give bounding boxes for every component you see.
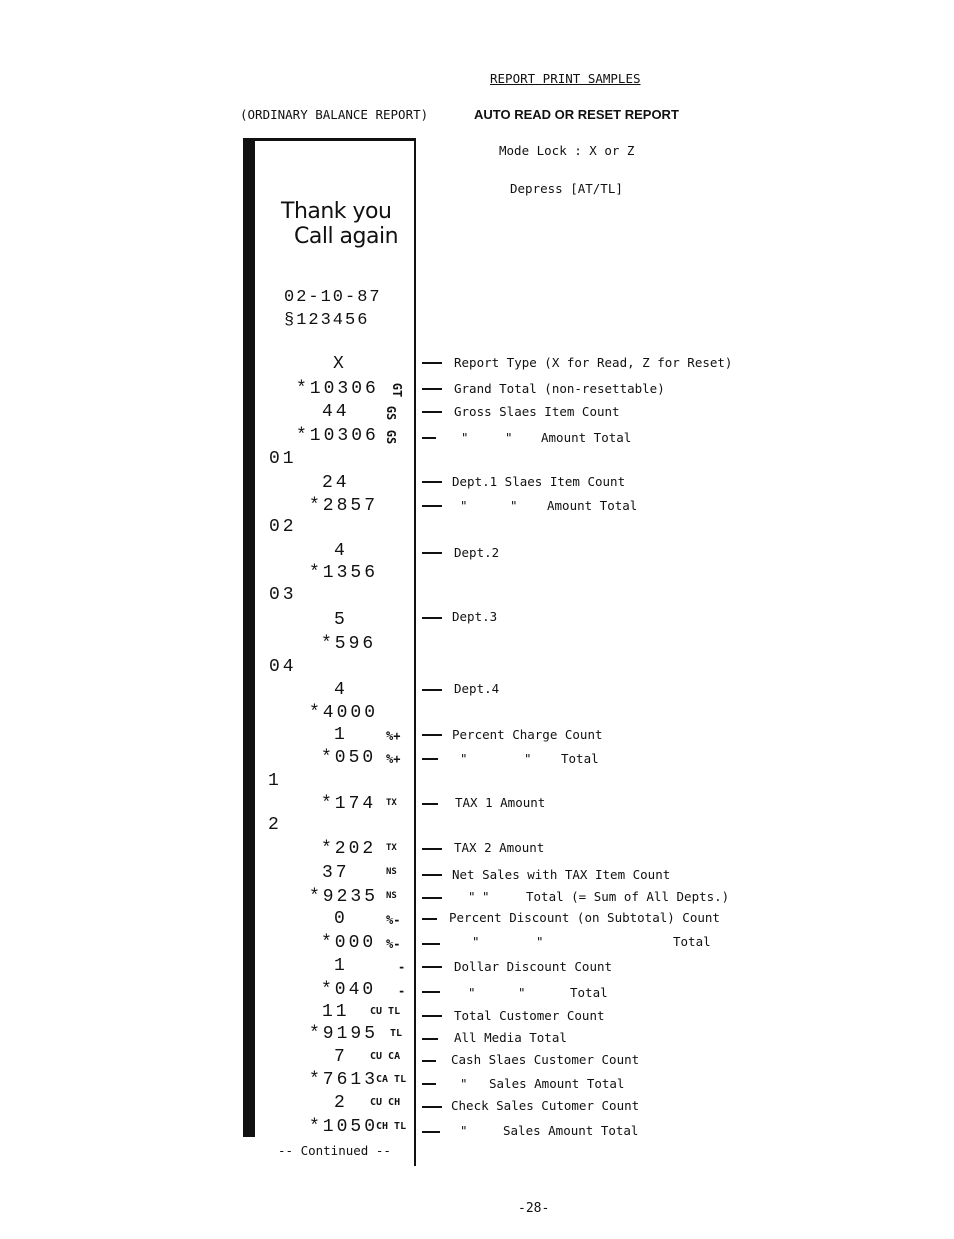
dept2-number: 02 (269, 517, 297, 537)
gs-symbol-1: GS (384, 405, 399, 421)
ditto-mark: " (460, 1123, 468, 1138)
dept1-amount: *2857 (309, 496, 379, 516)
label-tax1: TAX 1 Amount (455, 795, 546, 810)
dollar-symbol-2: - (398, 984, 406, 998)
label-gross-count: Gross Slaes Item Count (454, 404, 620, 419)
page-title: REPORT PRINT SAMPLES (490, 71, 641, 86)
net-symbol-2: NS (386, 891, 397, 901)
leader-line (422, 1015, 442, 1017)
dept2-count: 4 (334, 541, 348, 561)
label-customer-count: Total Customer Count (454, 1008, 605, 1023)
receipt-number: §123456 (284, 311, 370, 330)
right-caption: AUTO READ OR RESET REPORT (474, 107, 679, 122)
label-check-total: Sales Amount Total (503, 1123, 639, 1138)
tax1-amount: *174 (321, 794, 377, 814)
label-dept1-count: Dept.1 Slaes Item Count (452, 474, 626, 489)
left-caption: (ORDINARY BALANCE REPORT) (240, 107, 429, 122)
ditto-mark: " (460, 1076, 468, 1091)
net-symbol-1: NS (386, 867, 397, 877)
label-pct-charge-count: Percent Charge Count (452, 727, 603, 742)
dollar-total: *040 (321, 980, 377, 1000)
pct-disc-symbol-1: %- (386, 913, 401, 927)
ditto-mark: " (536, 934, 544, 949)
ditto-mark: " (468, 985, 476, 1000)
ditto-mark: " (518, 985, 526, 1000)
label-dept1-amount: Amount Total (547, 498, 638, 513)
check-total: *1050 (309, 1117, 379, 1137)
tax1-number: 1 (268, 771, 282, 791)
label-gross-amount: Amount Total (541, 430, 632, 445)
continued-note: -- Continued -- (278, 1143, 391, 1158)
cash-symbol: CU CA (370, 1051, 401, 1062)
label-cash-total: Sales Amount Total (489, 1076, 625, 1091)
dept1-number: 01 (269, 449, 297, 469)
ditto-mark: " (460, 498, 468, 513)
leader-line (422, 918, 437, 920)
leader-line (422, 897, 442, 899)
ditto-mark: " (460, 751, 468, 766)
tax2-number: 2 (268, 815, 282, 835)
dollar-count: 1 (334, 956, 348, 976)
leader-line (422, 848, 442, 850)
leader-line (422, 481, 442, 483)
call-again-line: Call again (294, 224, 399, 249)
page-number: -28- (518, 1201, 550, 1216)
leader-line (422, 437, 436, 439)
ditto-mark: " (505, 430, 513, 445)
dollar-symbol-1: - (398, 960, 406, 974)
report-type-value: X (333, 354, 347, 374)
leader-line (422, 388, 442, 390)
cash-count: 7 (334, 1047, 348, 1067)
receipt-right-edge (414, 138, 416, 1166)
leader-line (422, 552, 442, 554)
check-count: 2 (334, 1093, 348, 1113)
pct-charge-count: 1 (334, 725, 348, 745)
ditto-mark: " (524, 751, 532, 766)
pct-disc-total: *000 (321, 933, 377, 953)
label-media-total: All Media Total (454, 1030, 567, 1045)
dept3-number: 03 (269, 585, 297, 605)
ditto-mark: " (468, 889, 476, 904)
pct-charge-symbol-2: %+ (386, 752, 401, 766)
label-check-count: Check Sales Cutomer Count (451, 1098, 640, 1113)
label-dollar-count: Dollar Discount Count (454, 959, 613, 974)
label-pct-disc-total: Total (673, 934, 711, 949)
tax1-symbol: TX (386, 798, 397, 808)
label-cash-count: Cash Slaes Customer Count (451, 1052, 640, 1067)
label-net-total: Total (= Sum of All Depts.) (526, 889, 730, 904)
dept4-amount: *4000 (309, 703, 379, 723)
leader-line (422, 1106, 442, 1108)
dept3-amount: *596 (321, 634, 377, 654)
leader-line (422, 874, 442, 876)
cash-symbol-2: CA TL (376, 1074, 407, 1085)
check-symbol-2: CH TL (376, 1121, 407, 1132)
label-grand-total: Grand Total (non-resettable) (454, 381, 665, 396)
label-dept4: Dept.4 (454, 681, 500, 696)
leader-line (422, 1083, 436, 1085)
leader-line (422, 991, 440, 993)
receipt-top-edge (243, 138, 415, 141)
ditto-mark: " (482, 889, 490, 904)
label-tax2: TAX 2 Amount (454, 840, 545, 855)
tax2-symbol: TX (386, 843, 397, 853)
pct-disc-count: 0 (334, 909, 348, 929)
label-net-count: Net Sales with TAX Item Count (452, 867, 671, 882)
pct-charge-total: *050 (321, 748, 377, 768)
leader-line (422, 1038, 438, 1040)
dept1-count: 24 (322, 473, 350, 493)
receipt-date: 02-10-87 (284, 288, 382, 307)
pct-charge-symbol-1: %+ (386, 729, 401, 743)
leader-line (422, 966, 442, 968)
pct-disc-symbol-2: %- (386, 937, 401, 951)
mode-lock-note: Mode Lock : X or Z (499, 143, 635, 158)
label-dollar-total: Total (570, 985, 608, 1000)
tax2-amount: *202 (321, 839, 377, 859)
dept4-number: 04 (269, 657, 297, 677)
receipt-left-edge (243, 141, 255, 1137)
leader-line (422, 734, 442, 736)
dept3-count: 5 (334, 610, 348, 630)
check-symbol: CU CH (370, 1097, 401, 1108)
ditto-mark: " (461, 430, 469, 445)
leader-line (422, 505, 442, 507)
net-count: 37 (322, 863, 350, 883)
ditto-mark: " (510, 498, 518, 513)
gs-symbol-2: GS (384, 429, 399, 445)
customer-count: 11 (322, 1002, 350, 1022)
label-pct-charge-total: Total (561, 751, 599, 766)
leader-line (422, 617, 442, 619)
thank-you-line: Thank you (281, 199, 392, 224)
leader-line (422, 943, 440, 945)
label-report-type: Report Type (X for Read, Z for Reset) (454, 355, 733, 370)
leader-line (422, 758, 438, 760)
gt-value: *10306 (296, 379, 379, 399)
media-total: *9195 (309, 1024, 379, 1044)
gs-count: 44 (322, 402, 350, 422)
dept2-amount: *1356 (309, 563, 379, 583)
leader-line (422, 411, 442, 413)
gs-amount: *10306 (296, 426, 379, 446)
leader-line (422, 1060, 436, 1062)
customer-symbol: CU TL (370, 1006, 401, 1017)
gt-symbol: GT (390, 382, 405, 398)
cash-total: *7613 (309, 1070, 379, 1090)
leader-line (422, 803, 438, 805)
leader-line (422, 1131, 440, 1133)
ditto-mark: " (472, 934, 480, 949)
label-pct-disc-count: Percent Discount (on Subtotal) Count (449, 910, 720, 925)
label-dept2: Dept.2 (454, 545, 500, 560)
label-dept3: Dept.3 (452, 609, 498, 624)
media-symbol: TL (390, 1028, 403, 1039)
leader-line (422, 689, 442, 691)
dept4-count: 4 (334, 680, 348, 700)
net-total: *9235 (309, 887, 379, 907)
depress-note: Depress [AT/TL] (510, 181, 623, 196)
leader-line (422, 362, 442, 364)
